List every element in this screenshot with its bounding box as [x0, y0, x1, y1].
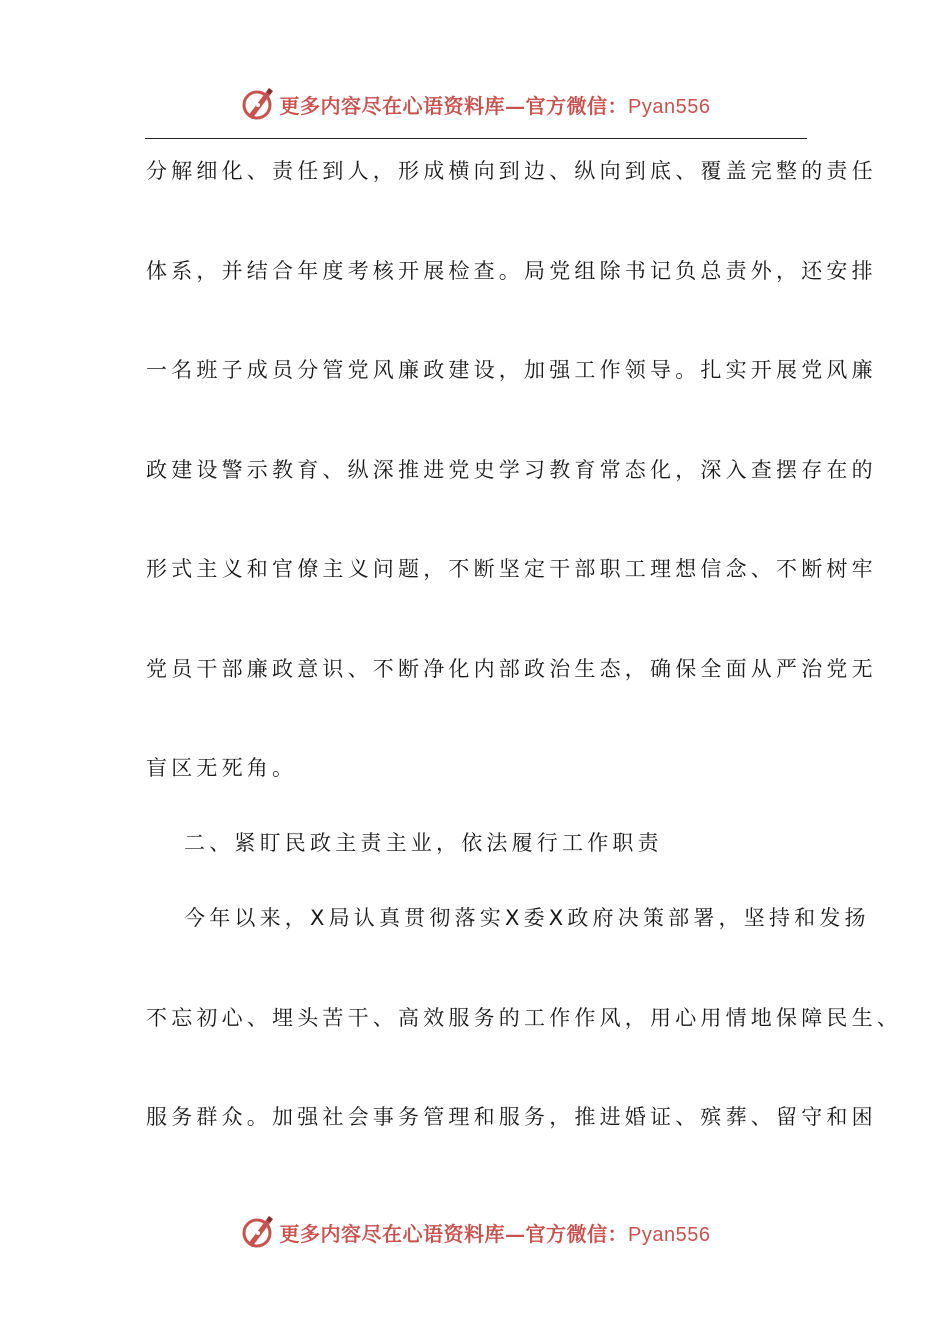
footer-banner: [280, 1218, 711, 1247]
header-banner: [280, 90, 711, 119]
page-header: [0, 84, 950, 124]
body-line: 不忘初心、埋头苦干、高效服务的工作作风，用心用情地保障民生、: [146, 1006, 902, 1030]
body-line: 今年以来，X局认真贯彻落实X委X政府决策部署，坚持和发扬: [184, 906, 870, 930]
header-banner-text: 更多内容尽在心语资料库—官方微信：: [279, 93, 629, 118]
page-footer: [0, 1212, 950, 1252]
body-line: 服务群众。加强社会事务管理和服务，推进婚证、殡葬、留守和困: [146, 1105, 877, 1129]
body-line: 分解细化、责任到人，形成横向到边、纵向到底、覆盖完整的责任: [146, 159, 877, 183]
footer-banner-text: 更多内容尽在心语资料库—官方微信：: [279, 1221, 629, 1246]
section-heading: 二、紧盯民政主责主业，依法履行工作职责: [184, 831, 663, 855]
body-line: 盲区无死角。: [146, 756, 298, 780]
pen-logo-icon: [240, 86, 276, 122]
footer-brand: Pyan556: [628, 1223, 711, 1246]
header-divider: [145, 138, 807, 139]
body-line: 一名班子成员分管党风廉政建设，加强工作领导。扎实开展党风廉: [146, 358, 877, 382]
header-brand: Pyan556: [628, 95, 711, 118]
body-line: 体系，并结合年度考核开展检查。局党组除书记负总责外，还安排: [146, 259, 877, 283]
body-line: 党员干部廉政意识、不断净化内部政治生态，确保全面从严治党无: [146, 657, 877, 681]
body-line: 政建设警示教育、纵深推进党史学习教育常态化，深入查摆存在的: [146, 458, 877, 482]
pen-logo-icon: [240, 1214, 276, 1250]
body-line: 形式主义和官僚主义问题，不断坚定干部职工理想信念、不断树牢: [146, 557, 877, 581]
